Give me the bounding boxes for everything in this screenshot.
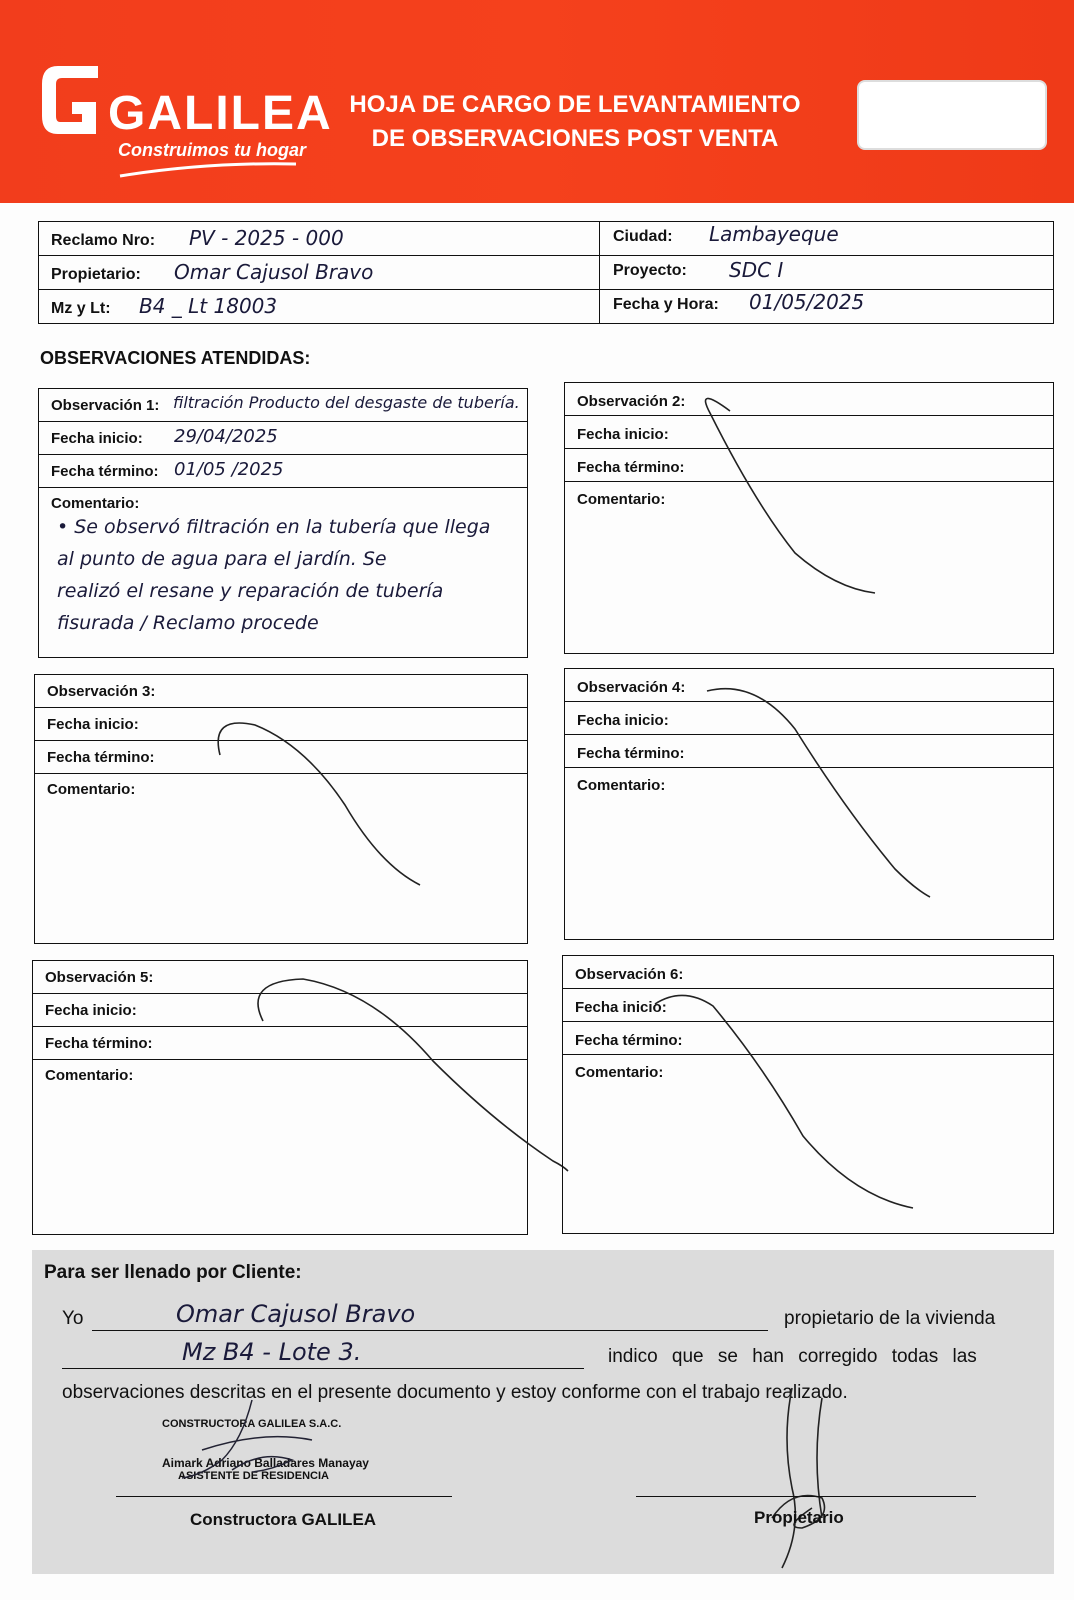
observation-3 bbox=[34, 674, 528, 944]
fecha-inicio-label: Fecha inicio: bbox=[575, 999, 667, 1016]
fecha-hora-value: 01/05/2025 bbox=[749, 290, 865, 314]
observation-title: Observación 6: bbox=[575, 966, 684, 983]
house-underline bbox=[62, 1368, 584, 1369]
header-band bbox=[0, 0, 1074, 203]
observation-title: Observación 5: bbox=[45, 969, 154, 986]
fecha-termino-label: Fecha término: bbox=[51, 463, 159, 480]
owner-signature-line bbox=[636, 1496, 976, 1497]
comment-line: realizó el resane y reparación de tubería bbox=[57, 580, 444, 602]
logo-g-icon bbox=[38, 58, 106, 138]
client-name: Omar Cajusol Bravo bbox=[176, 1300, 416, 1328]
comentario-label: Comentario: bbox=[577, 491, 666, 508]
observation-6 bbox=[562, 955, 1054, 1234]
comentario-label: Comentario: bbox=[577, 777, 666, 794]
owner-signature-caption: Propietario bbox=[754, 1508, 844, 1527]
mzlt-value: B4 _ Lt 18003 bbox=[139, 294, 278, 318]
proyecto-value: SDC I bbox=[729, 258, 784, 282]
client-section-title: Para ser llenado por Cliente: bbox=[44, 1262, 302, 1283]
fecha-inicio-label: Fecha inicio: bbox=[577, 712, 669, 729]
comment-line: al punto de agua para el jardín. Se bbox=[57, 548, 387, 570]
fecha-inicio-label: Fecha inicio: bbox=[51, 430, 143, 447]
observation-2 bbox=[564, 382, 1054, 654]
propietario-label: Propietario: bbox=[51, 266, 141, 283]
fecha-termino-label: Fecha término: bbox=[577, 745, 685, 762]
comentario-label: Comentario: bbox=[45, 1067, 134, 1084]
strike-through-mark bbox=[565, 669, 1055, 941]
fecha-termino-label: Fecha término: bbox=[575, 1032, 683, 1049]
observation-desc: filtración Producto del desgaste de tubería. bbox=[173, 393, 520, 412]
fecha-inicio-label: Fecha inicio: bbox=[45, 1002, 137, 1019]
reclamo-value: PV - 2025 - 000 bbox=[189, 226, 344, 250]
strike-through-mark bbox=[35, 675, 529, 945]
indico-text: indico que se han corregido todas las bbox=[608, 1346, 977, 1367]
fecha-inicio-label: Fecha inicio: bbox=[577, 426, 669, 443]
stamp-name: Aimark Adriano Balladares Manayay bbox=[162, 1456, 369, 1470]
document-title bbox=[340, 88, 810, 156]
observation-title: Observación 3: bbox=[47, 683, 156, 700]
comment-line: fisurada / Reclamo procede bbox=[57, 612, 319, 634]
logo-text: GALILEA bbox=[108, 87, 333, 140]
statement-text: observaciones descritas en el presente documento y estoy conforme con el trabajo realizado. bbox=[62, 1382, 848, 1403]
comentario-label: Comentario: bbox=[47, 781, 136, 798]
logo-swoosh-icon bbox=[118, 158, 298, 180]
comment-text bbox=[57, 511, 517, 639]
company-signature-line bbox=[116, 1496, 452, 1497]
proyecto-label: Proyecto: bbox=[613, 262, 687, 279]
fecha-termino-label: Fecha término: bbox=[47, 749, 155, 766]
claim-info-table bbox=[38, 221, 1054, 324]
strike-through-mark bbox=[565, 383, 1055, 655]
reclamo-label: Reclamo Nro: bbox=[51, 232, 156, 249]
fecha-termino-label: Fecha término: bbox=[577, 459, 685, 476]
logo-tagline: Construimos tu hogar bbox=[118, 140, 306, 160]
observation-5 bbox=[32, 960, 528, 1235]
mzlt-label: Mz y Lt: bbox=[51, 300, 111, 317]
comentario-label: Comentario: bbox=[575, 1064, 664, 1081]
comment-line: • Se observó filtración en la tubería que llega bbox=[57, 516, 491, 538]
company-signature-caption: Constructora GALILEA bbox=[190, 1510, 377, 1529]
galilea-logo bbox=[38, 58, 333, 183]
observation-1 bbox=[38, 388, 528, 658]
header-blank-box bbox=[857, 80, 1047, 150]
stamp-role: ASISTENTE DE RESIDENCIA bbox=[178, 1470, 329, 1482]
ciudad-label: Ciudad: bbox=[613, 228, 673, 245]
observation-title: Observación 2: bbox=[577, 393, 686, 410]
yo-label: Yo bbox=[62, 1308, 84, 1329]
fecha-termino-label: Fecha término: bbox=[45, 1035, 153, 1052]
stamp-company: CONSTRUCTORA GALILEA S.A.C. bbox=[162, 1418, 342, 1430]
fecha-inicio-value: 29/04/2025 bbox=[174, 426, 278, 447]
observation-title: Observación 1: bbox=[51, 397, 160, 414]
strike-through-mark bbox=[33, 961, 563, 1236]
comentario-label: Comentario: bbox=[51, 495, 140, 512]
fecha-inicio-label: Fecha inicio: bbox=[47, 716, 139, 733]
client-house: Mz B4 - Lote 3. bbox=[182, 1338, 362, 1366]
client-section bbox=[32, 1250, 1054, 1574]
fecha-hora-label: Fecha y Hora: bbox=[613, 296, 719, 313]
fecha-termino-value: 01/05 /2025 bbox=[174, 459, 284, 480]
owner-text: propietario de la vivienda bbox=[784, 1308, 996, 1329]
owner-signature-icon bbox=[752, 1378, 862, 1574]
ciudad-value: Lambayeque bbox=[709, 222, 839, 246]
name-underline bbox=[92, 1330, 768, 1331]
title-line-1: HOJA DE CARGO DE LEVANTAMIENTO bbox=[349, 91, 801, 118]
strike-through-mark bbox=[563, 956, 1055, 1235]
observation-title: Observación 4: bbox=[577, 679, 686, 696]
section-title: OBSERVACIONES ATENDIDAS: bbox=[40, 348, 311, 368]
title-line-2: DE OBSERVACIONES POST VENTA bbox=[371, 125, 779, 152]
observation-4 bbox=[564, 668, 1054, 940]
company-signature-icon bbox=[142, 1380, 362, 1490]
propietario-value: Omar Cajusol Bravo bbox=[174, 260, 374, 284]
